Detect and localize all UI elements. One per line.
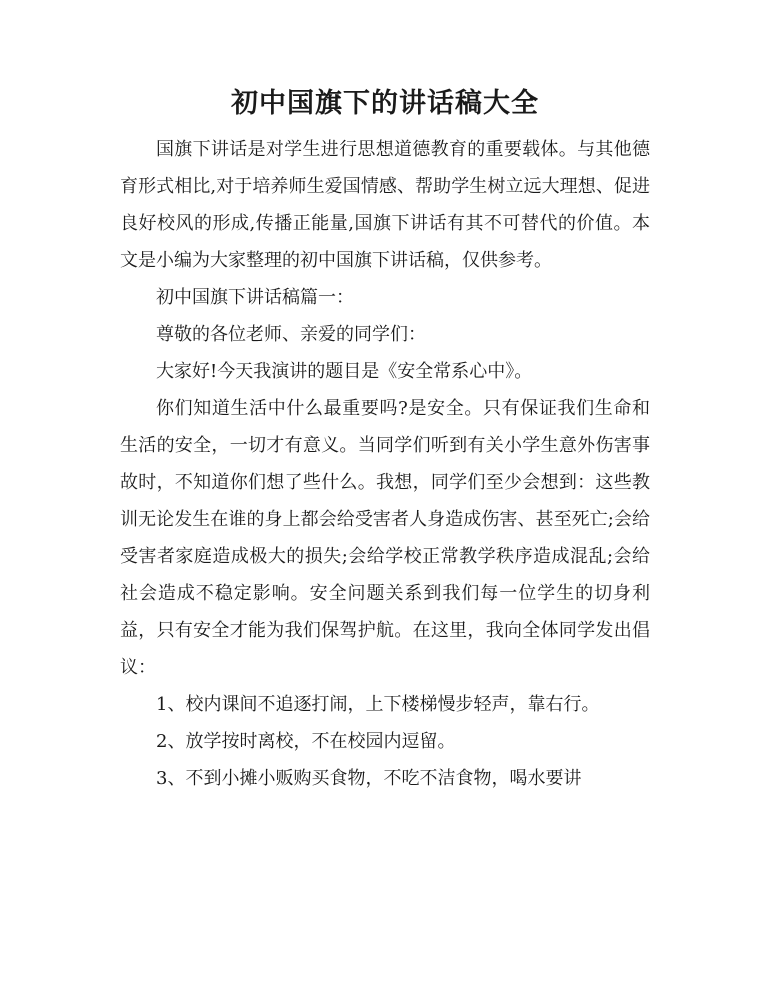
document-title: 初中国旗下的讲话稿大全 [231,88,539,119]
paragraph-salutation: 尊敬的各位老师、亲爱的同学们： [156,324,426,345]
paragraph-proposal-2: 2、放学按时离校，不在校园内逗留。 [156,731,456,752]
paragraph-intro: 国旗下讲话是对学生进行思想道德教育的重要载体。与其他德育形式相比,对于培养师生爱国情感、帮助学生树立远大理想、促进良好校风的形成,传播正能量,国旗下讲话有其不可替代的价值。本文是小编为大家整理的初中国旗下讲话稿，仅供参考。 [120,139,650,271]
paragraph-safety-speech: 你们知道生活中什么最重要吗?是安全。只有保证我们生命和生活的安全，一切才有意义。当同学们听到有关小学生意外伤害事故时，不知道你们想了些什么。我想，同学们至少会想到：这些教训无论发生在谁的身上都会给受害者人身造成伤害、甚至死亡;会给受害者家庭造成极大的损失;会给学校正常教学秩序造成混乱;会给社会造成不稳定影响。安全问题关系到我们每一位学生的切身利益，只有安全才能为我们保驾护航。在这里，我向全体同学发出倡议： [120,398,650,678]
document-body [120,131,650,797]
paragraph-greeting: 大家好!今天我演讲的题目是《安全常系心中》。 [156,361,533,382]
paragraph-proposal-3: 3、不到小摊小贩购买食物，不吃不洁食物，喝水要讲 [156,768,582,789]
paragraph-section-heading: 初中国旗下讲话稿篇一： [156,287,354,308]
paragraph-proposal-1: 1、校内课间不追逐打闹，上下楼梯慢步轻声，靠右行。 [156,694,600,715]
